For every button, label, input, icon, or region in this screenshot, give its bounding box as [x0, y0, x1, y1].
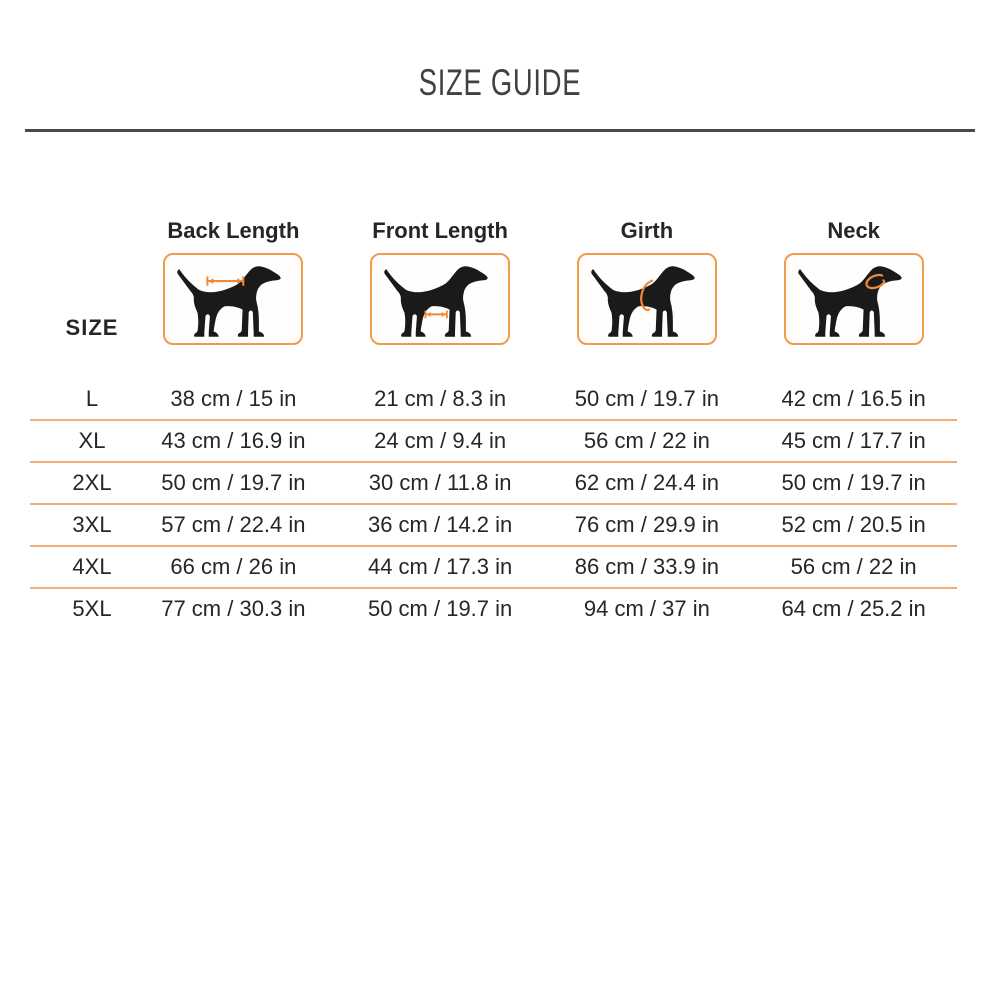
size-column-label: SIZE — [65, 315, 119, 340]
dog-silhouette-icon — [170, 258, 296, 340]
table-row — [30, 547, 957, 589]
dog-silhouette-icon — [377, 258, 503, 340]
column-header-girth: Girth — [620, 218, 674, 243]
dog-silhouette-icon — [584, 258, 710, 340]
table-row — [30, 379, 957, 421]
row-front-length-value: 24 cm / 9.4 in — [374, 428, 507, 453]
row-front-length-value: 30 cm / 11.8 in — [368, 470, 512, 495]
row-neck-value: 52 cm / 20.5 in — [781, 512, 926, 537]
table-row — [30, 463, 957, 505]
girth-illustration — [577, 253, 717, 345]
row-front-length-value: 21 cm / 8.3 in — [374, 386, 507, 411]
row-neck-value: 45 cm / 17.7 in — [781, 428, 926, 453]
row-girth-value: 62 cm / 24.4 in — [574, 470, 720, 495]
table-row — [30, 421, 957, 463]
size-guide-table — [30, 218, 957, 629]
row-girth-value: 94 cm / 37 in — [583, 596, 710, 621]
row-girth-value: 56 cm / 22 in — [583, 428, 710, 453]
neck-illustration — [784, 253, 924, 345]
row-back-length-value: 50 cm / 19.7 in — [161, 470, 306, 495]
size-rows — [30, 379, 957, 629]
page-title: SIZE GUIDE — [418, 62, 582, 103]
row-girth-value: 76 cm / 29.9 in — [574, 512, 720, 537]
front-length-measure-icon — [426, 311, 447, 319]
back-length-illustration — [163, 253, 303, 345]
row-front-length-value: 36 cm / 14.2 in — [367, 512, 513, 537]
row-size-label: 2XL — [72, 470, 112, 495]
row-girth-value: 50 cm / 19.7 in — [574, 386, 720, 411]
row-neck-value: 56 cm / 22 in — [790, 554, 917, 579]
row-front-length-value: 50 cm / 19.7 in — [367, 596, 513, 621]
title-divider — [25, 129, 975, 132]
row-neck-value: 50 cm / 19.7 in — [781, 470, 926, 495]
row-front-length-value: 44 cm / 17.3 in — [367, 554, 513, 579]
row-back-length-value: 66 cm / 26 in — [170, 554, 297, 579]
front-length-illustration — [370, 253, 510, 345]
row-size-label: 3XL — [72, 512, 112, 537]
column-header-front-length: Front Length — [372, 218, 508, 243]
dog-silhouette-icon — [791, 258, 917, 340]
table-row — [30, 505, 957, 547]
row-size-label: L — [85, 386, 99, 411]
row-size-label: 4XL — [72, 554, 112, 579]
row-size-label: 5XL — [72, 596, 112, 621]
row-neck-value: 42 cm / 16.5 in — [781, 386, 926, 411]
row-girth-value: 86 cm / 33.9 in — [574, 554, 720, 579]
row-back-length-value: 43 cm / 16.9 in — [161, 428, 306, 453]
table-row — [30, 589, 957, 629]
row-back-length-value: 38 cm / 15 in — [170, 386, 297, 411]
row-size-label: XL — [78, 428, 106, 453]
column-header-back-length: Back Length — [167, 218, 300, 243]
column-header-neck: Neck — [827, 218, 880, 243]
column-header-row — [30, 218, 957, 244]
row-back-length-value: 77 cm / 30.3 in — [161, 596, 306, 621]
illustration-row — [30, 253, 957, 345]
row-back-length-value: 57 cm / 22.4 in — [161, 512, 306, 537]
row-neck-value: 64 cm / 25.2 in — [781, 596, 926, 621]
